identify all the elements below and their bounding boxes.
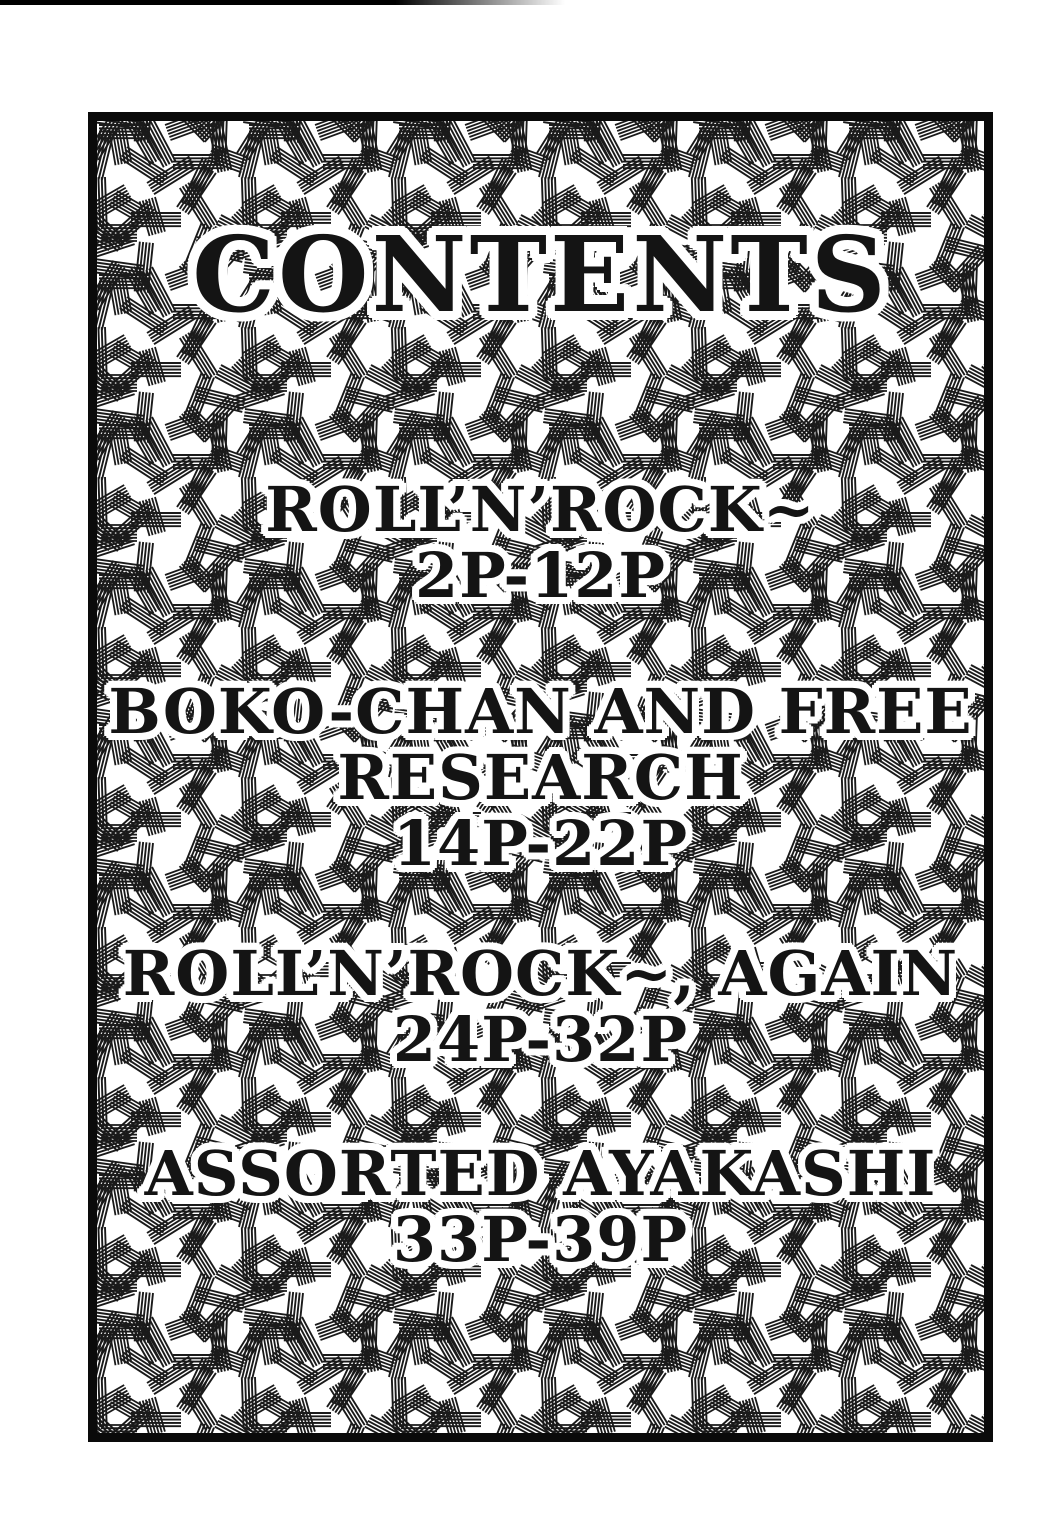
toc-entry-pages: 33P-39P bbox=[392, 1203, 689, 1276]
toc-entry bbox=[97, 937, 984, 1076]
contents-list bbox=[97, 121, 984, 1433]
toc-entry bbox=[97, 473, 984, 612]
toc-entry bbox=[97, 675, 984, 880]
toc-entry-pages: 2P-12P bbox=[414, 539, 666, 612]
toc-entry-pages: 24P-32P bbox=[392, 1003, 689, 1076]
page-title: CONTENTS bbox=[192, 213, 889, 336]
page-frame bbox=[88, 112, 993, 1442]
toc-entry-title: ROLL’N’ROCK~ bbox=[265, 473, 816, 546]
toc-entry-title: BOKO-CHAN AND FREE bbox=[108, 675, 973, 748]
scan-artifact-line bbox=[0, 0, 565, 5]
toc-entry-title: RESEARCH bbox=[337, 741, 744, 814]
toc-entry-title: ROLL’N’ROCK~, AGAIN bbox=[122, 937, 959, 1010]
toc-entry-pages: 14P-22P bbox=[392, 807, 689, 880]
toc-entry-title: ASSORTED AYAKASHI bbox=[144, 1137, 937, 1210]
toc-entry bbox=[97, 1137, 984, 1276]
